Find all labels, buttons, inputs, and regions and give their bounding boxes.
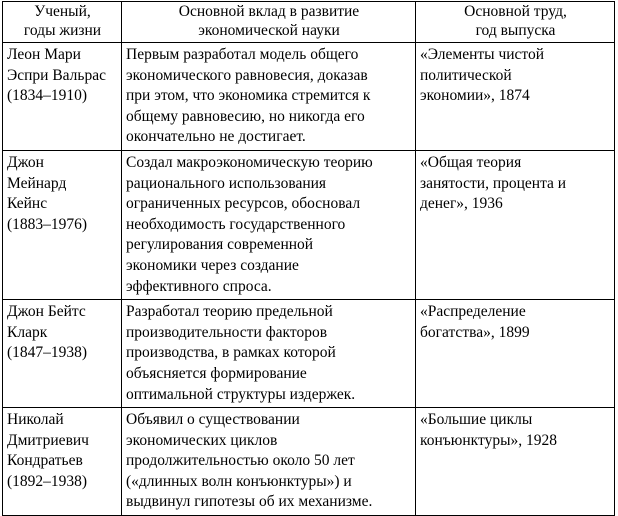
cell-main-work: [416, 150, 615, 299]
cell-contribution: [122, 150, 416, 299]
main-work-text: «Распределение богатства», 1899: [420, 303, 530, 341]
main-work-text: «Элементы чистой политической экономии», 1874: [420, 46, 545, 105]
header-scientist: [3, 2, 122, 43]
table-row: [3, 150, 615, 299]
header-scientist-text: Ученый, годы жизни: [23, 3, 102, 39]
cell-contribution: [122, 408, 416, 516]
header-main-work: [416, 2, 615, 43]
cell-main-work: [416, 408, 615, 516]
table-row: [3, 43, 615, 151]
cell-contribution: [122, 43, 416, 151]
contribution-text: Первым разработал модель общего экономического равновесия, доказав при этом, что экономика стремится к общему равновесию, но никогда его окончательно не достигает.: [126, 46, 371, 146]
scientist-name: Николай Дмитриевич Кондратьев (1892–1938): [7, 411, 89, 490]
scientist-name: Леон Мари Эспри Вальрас (1834–1910): [7, 46, 106, 105]
cell-scientist: [3, 43, 122, 151]
cell-scientist: [3, 300, 122, 408]
table-header-row: [3, 2, 615, 43]
cell-scientist: [3, 408, 122, 516]
cell-scientist: [3, 150, 122, 299]
cell-main-work: [416, 43, 615, 151]
table-row: [3, 300, 615, 408]
header-contribution: [122, 2, 416, 43]
economists-table: [2, 1, 615, 516]
contribution-text: Разработал теорию предельной производительности факторов производства, в рамках которой объясняется формирование оптимальной структуры издержек.: [126, 303, 356, 403]
header-contribution-text: Основной вклад в развитие экономической науки: [178, 3, 360, 39]
header-main-work-text: Основной труд, год выпуска: [464, 3, 567, 39]
contribution-text: Создал макроэкономическую теорию рационального использования ограниченных ресурсов, обосновал необходимость государственного регулирования современной экономики через создание эффективного спроса.: [126, 153, 373, 295]
main-work-text: «Большие циклы конъюнктуры», 1928: [420, 411, 557, 449]
document-page: [2, 1, 614, 511]
main-work-text: «Общая теория занятости, процента и денег», 1936: [420, 153, 567, 213]
cell-main-work: [416, 300, 615, 408]
contribution-text: Объявил о существовании экономических циклов продолжительностью около 50 лет («длинных волн конъюнктуры») и выдвинул гипотезы об их механизме.: [126, 411, 373, 511]
table-row: [3, 408, 615, 516]
cell-contribution: [122, 300, 416, 408]
scientist-name: Джон Бейтс Кларк (1847–1938): [7, 303, 88, 362]
scientist-name: Джон Мейнард Кейнс (1883–1976): [7, 153, 88, 233]
